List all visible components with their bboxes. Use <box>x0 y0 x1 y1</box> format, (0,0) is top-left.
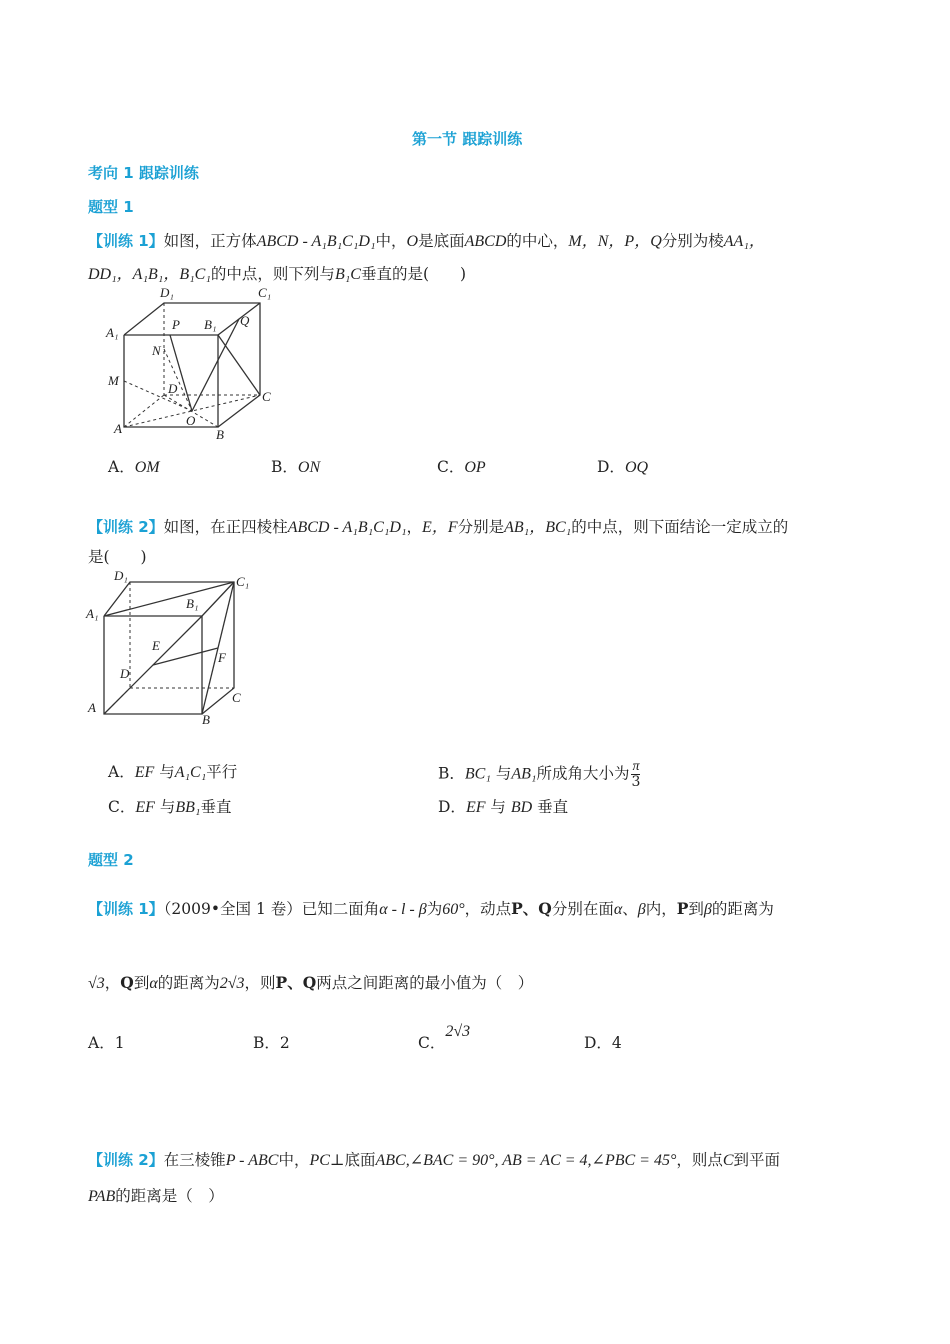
q3-option-b[interactable]: B．2 <box>253 1034 290 1052</box>
q4-tag: 【训练 2】 <box>88 1151 164 1169</box>
fig2-label-B: B <box>202 712 210 727</box>
fig1-label-O: O <box>186 413 196 428</box>
fig2-label-D1: D₁ <box>114 568 128 583</box>
fig2-label-F: F <box>218 650 226 665</box>
fig1-label-B1: B₁ <box>204 317 217 332</box>
q1-line1: 【训练 1】如图，正方体ABCD - A₁B₁C₁D₁中，O是底面ABCD的中心，M，N，P，Q分别为棱AA₁， <box>88 232 765 250</box>
q3-option-a[interactable]: A．1 <box>88 1034 125 1052</box>
fig1-label-M: M <box>108 373 119 388</box>
question-type-1: 题型 1 <box>88 198 134 216</box>
q3-line2: √3，Q到α的距离为2√3，则P、Q两点之间距离的最小值为（ ） <box>88 973 534 992</box>
q1-cube-figure <box>100 285 290 445</box>
q1-line2: DD₁，A₁B₁，B₁C₁的中点，则下列与B₁C垂直的是( ) <box>88 265 467 283</box>
fig2-label-D: D <box>120 666 130 681</box>
fig2-label-A: A <box>88 700 96 715</box>
q1-option-d[interactable]: D．OQ <box>597 458 649 476</box>
page-title: 第一节 跟踪训练 <box>412 130 523 148</box>
q1-option-a[interactable]: A．OM <box>108 458 160 476</box>
fig2-label-E: E <box>152 638 160 653</box>
q1-option-c[interactable]: C．OP <box>437 458 486 476</box>
fig1-label-P: P <box>172 317 180 332</box>
q3-option-d[interactable]: D．4 <box>584 1034 622 1052</box>
q2-option-d[interactable]: D．EF 与 BD 垂直 <box>438 798 569 816</box>
q2-option-c[interactable]: C．EF 与BB₁垂直 <box>108 798 232 816</box>
fig2-label-C: C <box>232 690 241 705</box>
section-heading: 考向 1 跟踪训练 <box>88 164 199 182</box>
fig1-label-N: N <box>152 343 161 358</box>
q3-tag: 【训练 1】 <box>88 900 164 918</box>
fig1-label-A: A <box>114 421 122 436</box>
fig1-label-C: C <box>262 389 271 404</box>
fig1-label-D: D <box>168 381 178 396</box>
q1-tag: 【训练 1】 <box>88 232 164 250</box>
q2-tag: 【训练 2】 <box>88 518 164 536</box>
q2-line2: 是( ) <box>88 548 147 566</box>
fig2-label-A1: A₁ <box>86 606 99 621</box>
q4-line1: 【训练 2】在三棱锥P - ABC中，PC⊥底面ABC,∠BAC = 90°, AB = AC = 4,∠PBC = 45°，则点C到平面 <box>88 1151 781 1169</box>
fig2-label-C1: C₁ <box>236 574 250 589</box>
fig2-label-B1: B₁ <box>186 596 199 611</box>
q4-line2: PAB的距离是（ ） <box>88 1187 224 1205</box>
fig1-label-Q: Q <box>240 313 250 328</box>
fig1-label-C1: C₁ <box>258 285 272 300</box>
question-type-2: 题型 2 <box>88 851 134 869</box>
q3-option-c[interactable]: C．2√3 <box>418 1023 471 1052</box>
q1-option-b[interactable]: B．ON <box>271 458 321 476</box>
q2-line1: 【训练 2】如图，在正四棱柱ABCD - A₁B₁C₁D₁，E，F分别是AB₁，BC₁的中点，则下面结论一定成立的 <box>88 518 789 536</box>
q2-prism-figure <box>84 566 264 728</box>
fig1-label-A1: A₁ <box>106 325 119 340</box>
fig1-label-D1: D₁ <box>160 285 174 300</box>
q3-line1: 【训练 1】（2009•全国 1 卷）已知二面角α - l - β为60°，动点P、Q分别在面α、β内，P到β的距离为 <box>88 899 774 918</box>
q2-option-a[interactable]: A．EF 与A₁C₁平行 <box>108 763 238 781</box>
q2-option-b[interactable]: B．BC₁ 与AB₁所成角大小为 $\frac{\pi}{3}$ <box>438 759 641 790</box>
fig1-label-B: B <box>216 427 224 442</box>
